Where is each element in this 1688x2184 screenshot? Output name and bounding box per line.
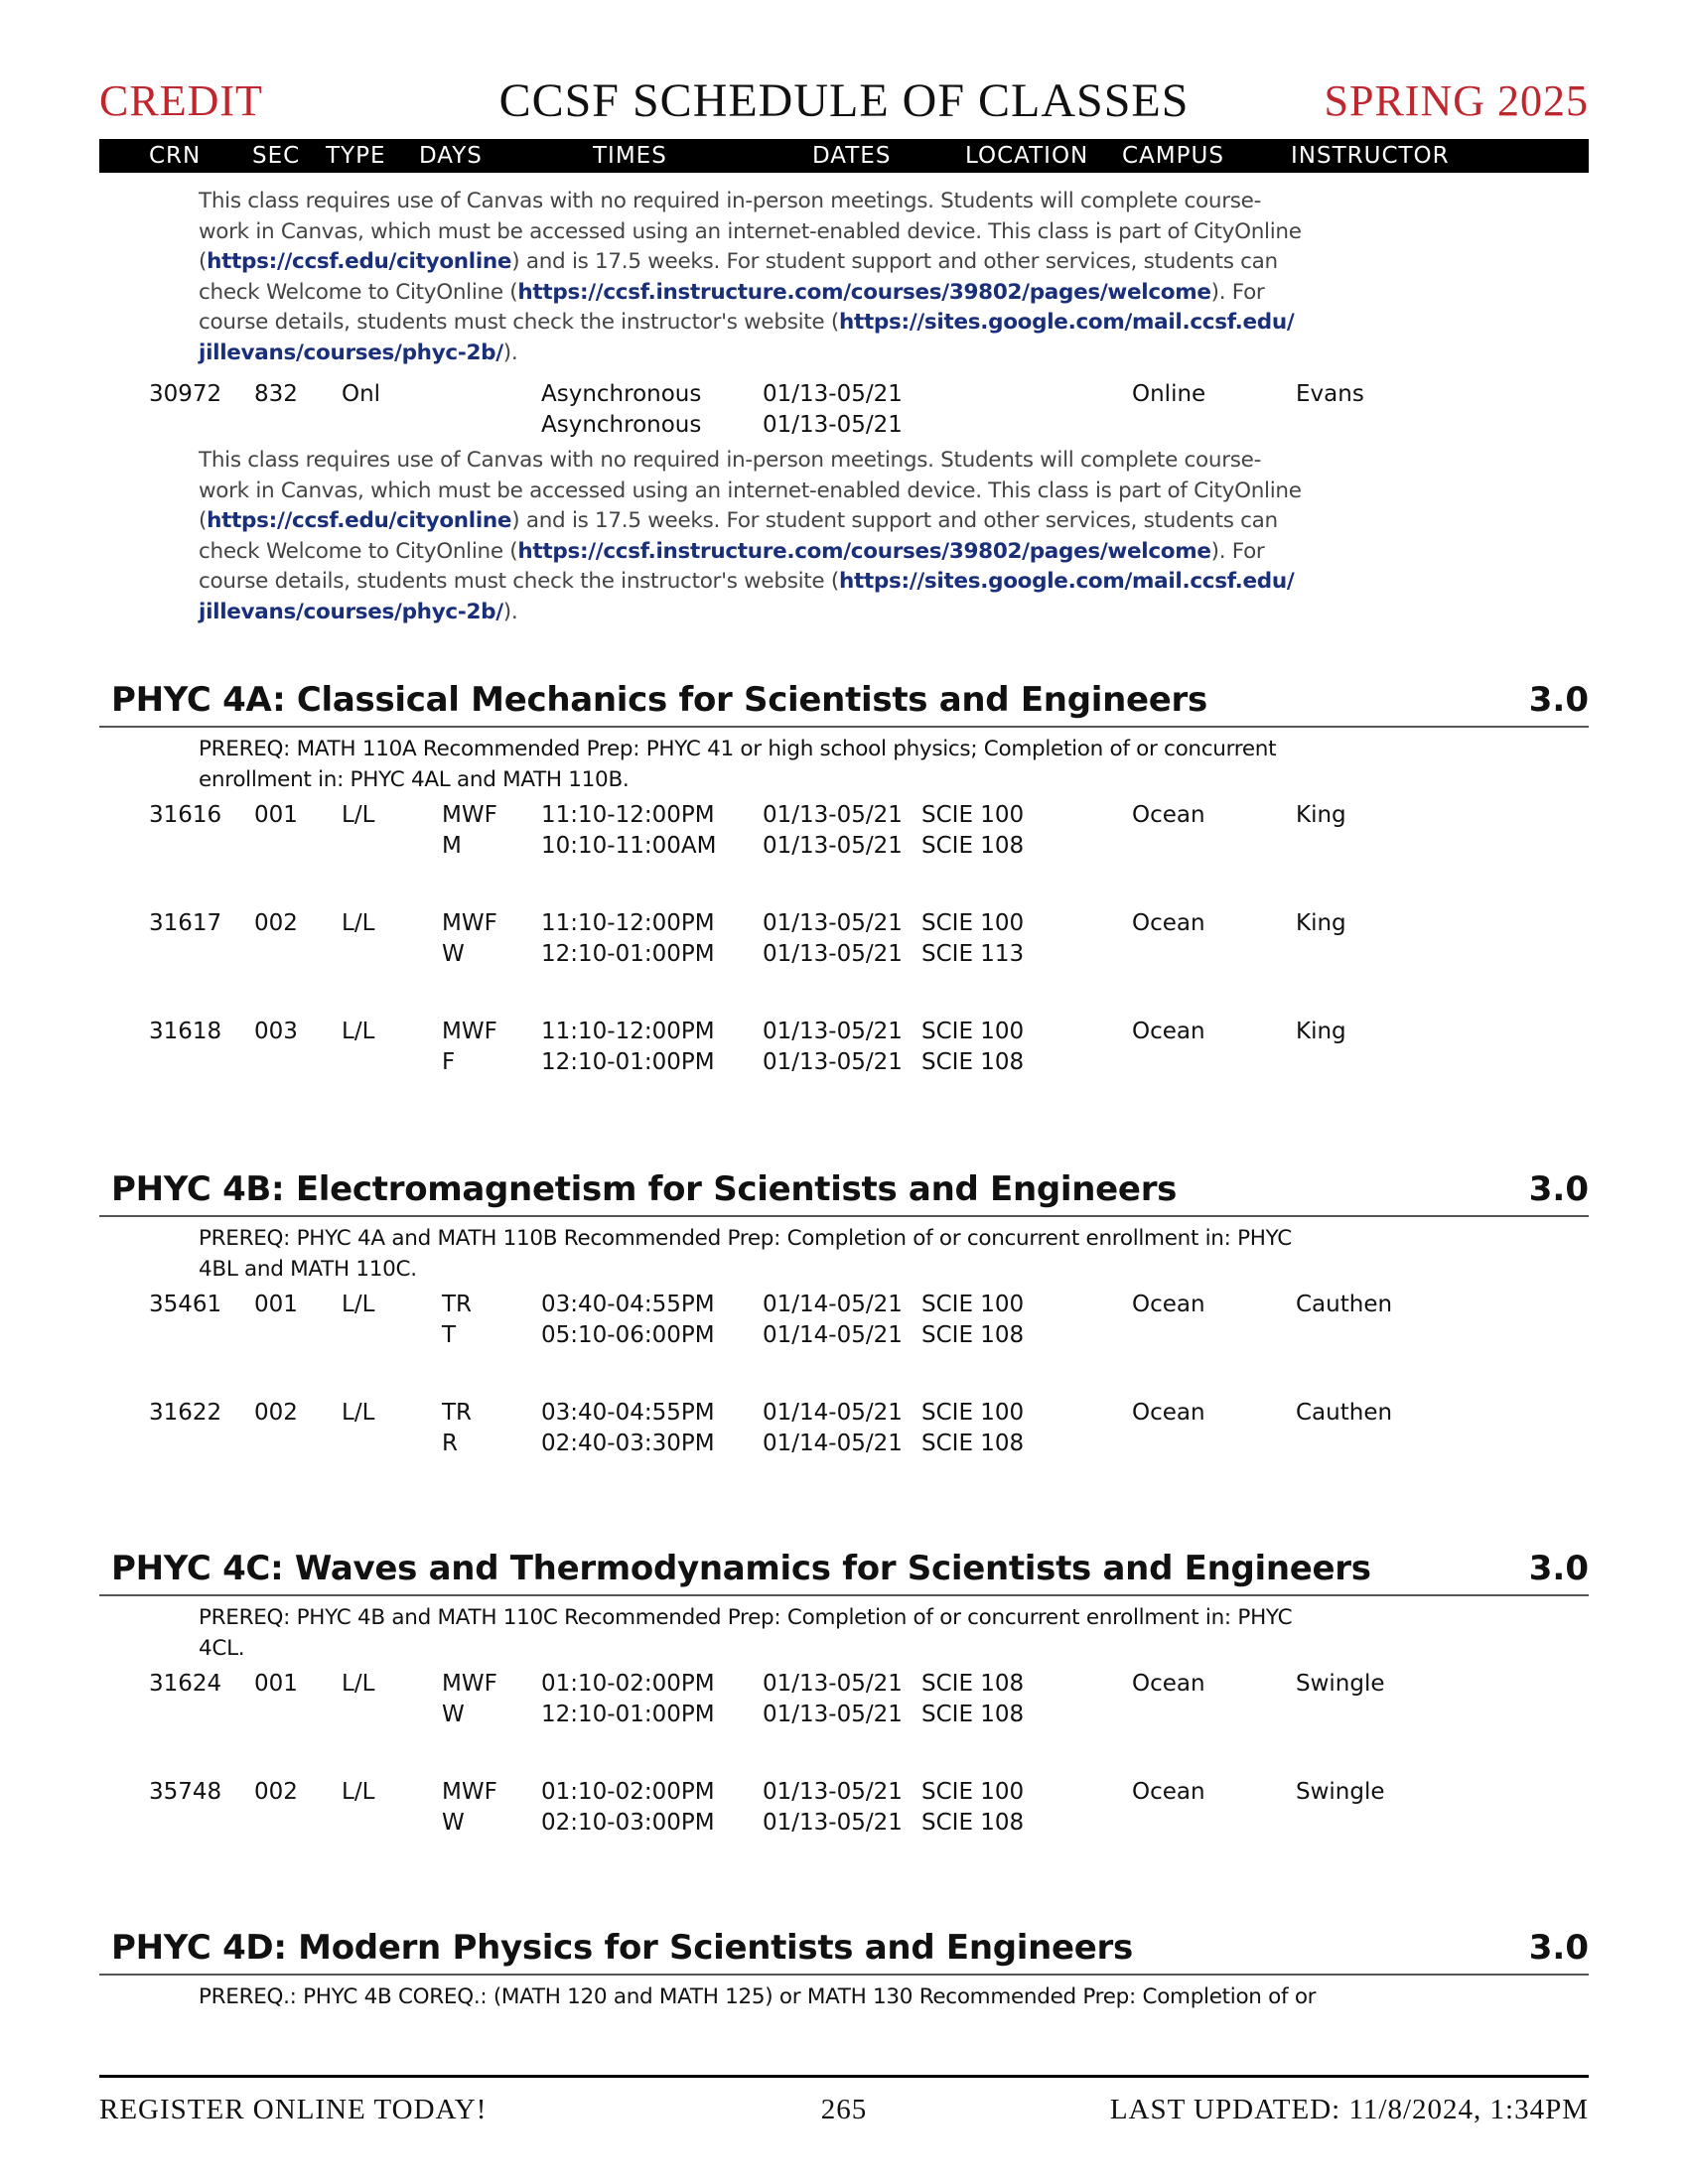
section-row [0, 379, 1688, 410]
credit-label: CREDIT [99, 76, 263, 125]
section-cell: Ocean [1132, 1671, 1205, 1697]
course-divider [99, 1974, 1589, 1976]
section-cell: W [442, 941, 465, 967]
col-days: DAYS [419, 143, 483, 169]
note-text: ) and is 17.5 weeks. For student support and other services, students can [511, 508, 1278, 533]
section-row-secondary [0, 1429, 1688, 1459]
col-sec: SEC [252, 143, 301, 169]
register-online-link[interactable]: REGISTER ONLINE TODAY! [99, 2094, 488, 2125]
section-cell: 31617 [149, 910, 222, 936]
note-text: ( [199, 249, 208, 274]
section-row-secondary [0, 410, 1688, 441]
note-text: course details, students must check the instructor's website ( [199, 569, 839, 594]
section-cell: Ocean [1132, 910, 1205, 936]
section-row [0, 1290, 1688, 1320]
section-cell: TR [442, 1292, 473, 1317]
section-cell: 01/13-05/21 [763, 941, 903, 967]
course-prereq: PREREQ.: PHYC 4B COREQ.: (MATH 120 and MATH 125) or MATH 130 Recommended Prep: Completion of or [199, 1984, 1317, 2009]
note-text [199, 339, 1251, 369]
course-divider [99, 1215, 1589, 1217]
note-text [199, 567, 1295, 598]
note-text [199, 308, 1295, 339]
col-times: TIMES [593, 143, 667, 169]
section-cell: 05:10-06:00PM [541, 1322, 715, 1348]
section-cell: SCIE 108 [921, 1431, 1025, 1456]
section-row [0, 800, 1688, 831]
term-label: SPRING 2025 [1324, 76, 1589, 125]
section-cell: L/L [342, 1019, 375, 1044]
section-cell: 002 [254, 910, 298, 936]
section-cell: King [1296, 802, 1346, 828]
cityonline-link[interactable]: https://ccsf.edu/cityonline [207, 249, 512, 274]
section-row [0, 908, 1688, 939]
instructor-website-link[interactable]: https://sites.google.com/mail.ccsf.edu/ [838, 569, 1295, 594]
course-title: PHYC 4B: Electromagnetism for Scientists and Engineers [111, 1169, 1178, 1209]
section-cell: Cauthen [1296, 1292, 1393, 1317]
section-cell: SCIE 100 [921, 1019, 1025, 1044]
section-cell: Ocean [1132, 802, 1205, 828]
section-cell: 35748 [149, 1779, 222, 1805]
section-cell: SCIE 113 [921, 941, 1025, 967]
section-cell: MWF [442, 1019, 497, 1044]
section-cell: W [442, 1810, 465, 1836]
section-cell: 01/14-05/21 [763, 1292, 903, 1317]
section-cell: Asynchronous [541, 381, 702, 407]
section-cell: 01:10-02:00PM [541, 1779, 715, 1805]
col-crn: CRN [149, 143, 202, 169]
note-text: work in Canvas, which must be accessed using an internet-enabled device. This class is part of CityOnline [199, 218, 1302, 244]
section-row-secondary [0, 1808, 1688, 1839]
online-note [199, 187, 1302, 368]
section-cell: 001 [254, 802, 298, 828]
section-cell: MWF [442, 910, 497, 936]
section-cell: Onl [342, 381, 381, 407]
course-title: PHYC 4D: Modern Physics for Scientists and Engineers [111, 1928, 1133, 1968]
note-text [199, 506, 1278, 537]
section-cell: Evans [1296, 381, 1364, 407]
last-updated: LAST UPDATED: 11/8/2024, 1:34PM [1109, 2094, 1589, 2125]
course-units: 3.0 [1528, 680, 1589, 720]
instructor-website-link[interactable]: https://sites.google.com/mail.ccsf.edu/ [838, 310, 1295, 335]
section-cell: MWF [442, 802, 497, 828]
section-cell: 01/13-05/21 [763, 1779, 903, 1805]
column-header-bar [99, 139, 1589, 173]
col-instructor: INSTRUCTOR [1291, 143, 1450, 169]
section-cell: Online [1132, 381, 1206, 407]
footer-divider [99, 2075, 1589, 2078]
section-cell: Swingle [1296, 1671, 1385, 1697]
course-divider [99, 726, 1589, 728]
section-cell: SCIE 108 [921, 833, 1025, 859]
section-cell: Ocean [1132, 1779, 1205, 1805]
course-units: 3.0 [1528, 1928, 1589, 1968]
section-row-secondary [0, 1320, 1688, 1351]
section-cell: TR [442, 1400, 473, 1426]
section-cell: F [442, 1049, 456, 1075]
section-cell: 01:10-02:00PM [541, 1671, 715, 1697]
page-title: CCSF SCHEDULE OF CLASSES [498, 74, 1190, 127]
section-cell: 10:10-11:00AM [541, 833, 717, 859]
section-cell: 12:10-01:00PM [541, 1702, 715, 1727]
course-prereq: PREREQ: PHYC 4A and MATH 110B Recommended Prep: Completion of or concurrent enrollment in: PHYC 4BL and MATH 110C. [199, 1226, 1292, 1282]
note-text: ). [502, 340, 518, 365]
section-cell: 30972 [149, 381, 222, 407]
col-type: TYPE [326, 143, 386, 169]
section-cell: Ocean [1132, 1292, 1205, 1317]
section-cell: SCIE 100 [921, 1292, 1025, 1317]
section-cell: L/L [342, 1292, 375, 1317]
section-cell: M [442, 833, 462, 859]
section-cell: 31616 [149, 802, 222, 828]
section-cell: L/L [342, 1779, 375, 1805]
section-cell: Ocean [1132, 1019, 1205, 1044]
note-text [199, 278, 1265, 309]
col-location: LOCATION [965, 143, 1089, 169]
section-cell: SCIE 108 [921, 1322, 1025, 1348]
section-cell: 01/14-05/21 [763, 1431, 903, 1456]
course-title: PHYC 4C: Waves and Thermodynamics for Scientists and Engineers [111, 1549, 1371, 1588]
col-dates: DATES [812, 143, 892, 169]
section-cell: R [442, 1431, 458, 1456]
welcome-link[interactable]: https://ccsf.instructure.com/courses/39802/pages/welcome [517, 279, 1211, 305]
section-cell: SCIE 108 [921, 1049, 1025, 1075]
section-cell: Ocean [1132, 1400, 1205, 1426]
section-cell: 01/14-05/21 [763, 1400, 903, 1426]
section-cell: 11:10-12:00PM [541, 802, 715, 828]
section-row [0, 1669, 1688, 1700]
course-prereq: PREREQ: PHYC 4B and MATH 110C Recommended Prep: Completion of or concurrent enrollment in: PHYC 4CL. [199, 1605, 1293, 1661]
note-text: ) and is 17.5 weeks. For student support and other services, students can [511, 249, 1278, 274]
section-cell: SCIE 108 [921, 1671, 1025, 1697]
section-cell: 01/13-05/21 [763, 412, 903, 438]
course-units: 3.0 [1528, 1169, 1589, 1209]
section-cell: 03:40-04:55PM [541, 1400, 715, 1426]
section-cell: L/L [342, 1671, 375, 1697]
note-text [199, 537, 1265, 568]
section-cell: MWF [442, 1671, 497, 1697]
section-cell: MWF [442, 1779, 497, 1805]
note-text [199, 598, 1251, 628]
cityonline-link[interactable]: https://ccsf.edu/cityonline [207, 508, 512, 533]
course-title: PHYC 4A: Classical Mechanics for Scientists and Engineers [111, 680, 1207, 720]
section-cell: 01/13-05/21 [763, 833, 903, 859]
section-cell: 003 [254, 1019, 298, 1044]
section-cell: W [442, 1702, 465, 1727]
section-cell: 02:40-03:30PM [541, 1431, 715, 1456]
section-cell: 31622 [149, 1400, 222, 1426]
section-cell: SCIE 108 [921, 1702, 1025, 1727]
note-text: work in Canvas, which must be accessed using an internet-enabled device. This class is part of CityOnline [199, 478, 1302, 503]
page-number: 265 [820, 2094, 868, 2125]
section-cell: 01/13-05/21 [763, 910, 903, 936]
section-cell: L/L [342, 910, 375, 936]
note-text: ). For [1210, 538, 1265, 564]
section-cell: SCIE 100 [921, 910, 1025, 936]
col-campus: CAMPUS [1122, 143, 1224, 169]
section-cell: 11:10-12:00PM [541, 1019, 715, 1044]
section-cell: SCIE 100 [921, 1400, 1025, 1426]
section-row [0, 1017, 1688, 1047]
section-cell: 01/13-05/21 [763, 802, 903, 828]
section-cell: SCIE 100 [921, 802, 1025, 828]
section-cell: 002 [254, 1779, 298, 1805]
note-text: ). For [1210, 279, 1265, 305]
section-cell: 01/13-05/21 [763, 1019, 903, 1044]
section-cell: King [1296, 910, 1346, 936]
course-prereq: PREREQ: MATH 110A Recommended Prep: PHYC 41 or high school physics; Completion of or concurrent enrollment in: PHYC 4AL and MATH 110B. [199, 737, 1277, 792]
section-cell: 01/13-05/21 [763, 381, 903, 407]
section-row-secondary [0, 939, 1688, 970]
section-cell: 01/13-05/21 [763, 1702, 903, 1727]
note-text: This class requires use of Canvas with no required in-person meetings. Students will complete course- [199, 189, 1262, 213]
section-cell: 12:10-01:00PM [541, 1049, 715, 1075]
online-note [199, 446, 1302, 627]
section-cell: 001 [254, 1292, 298, 1317]
section-cell: King [1296, 1019, 1346, 1044]
section-cell: L/L [342, 802, 375, 828]
section-row [0, 1777, 1688, 1808]
welcome-link[interactable]: https://ccsf.instructure.com/courses/39802/pages/welcome [517, 538, 1211, 564]
section-cell: Swingle [1296, 1779, 1385, 1805]
section-cell: 01/13-05/21 [763, 1049, 903, 1075]
section-row-secondary [0, 831, 1688, 862]
course-divider [99, 1594, 1589, 1596]
note-text: ). [502, 599, 518, 624]
section-row [0, 1398, 1688, 1429]
section-cell: 31624 [149, 1671, 222, 1697]
note-text: ( [199, 508, 208, 533]
section-row-secondary [0, 1700, 1688, 1730]
section-cell: Cauthen [1296, 1400, 1393, 1426]
note-text: check Welcome to CityOnline ( [199, 538, 518, 564]
section-cell: 35461 [149, 1292, 222, 1317]
section-cell: SCIE 108 [921, 1810, 1025, 1836]
note-text: course details, students must check the instructor's website ( [199, 310, 839, 335]
note-text: check Welcome to CityOnline ( [199, 279, 518, 305]
section-cell: 03:40-04:55PM [541, 1292, 715, 1317]
section-cell: 02:10-03:00PM [541, 1810, 715, 1836]
section-cell: 01/14-05/21 [763, 1322, 903, 1348]
section-cell: 01/13-05/21 [763, 1671, 903, 1697]
section-cell: 31618 [149, 1019, 222, 1044]
section-cell: T [442, 1322, 457, 1348]
section-cell: SCIE 100 [921, 1779, 1025, 1805]
note-text: This class requires use of Canvas with no required in-person meetings. Students will complete course- [199, 448, 1262, 473]
section-cell: 12:10-01:00PM [541, 941, 715, 967]
course-units: 3.0 [1528, 1549, 1589, 1588]
note-text [199, 247, 1278, 278]
section-cell: 11:10-12:00PM [541, 910, 715, 936]
section-cell: L/L [342, 1400, 375, 1426]
section-cell: 001 [254, 1671, 298, 1697]
instructor-website-link-cont[interactable]: jillevans/courses/phyc-2b/ [199, 340, 503, 365]
section-cell: 832 [254, 381, 298, 407]
section-cell: 002 [254, 1400, 298, 1426]
section-cell: Asynchronous [541, 412, 702, 438]
section-cell: 01/13-05/21 [763, 1810, 903, 1836]
section-row-secondary [0, 1047, 1688, 1078]
instructor-website-link-cont[interactable]: jillevans/courses/phyc-2b/ [199, 599, 503, 624]
